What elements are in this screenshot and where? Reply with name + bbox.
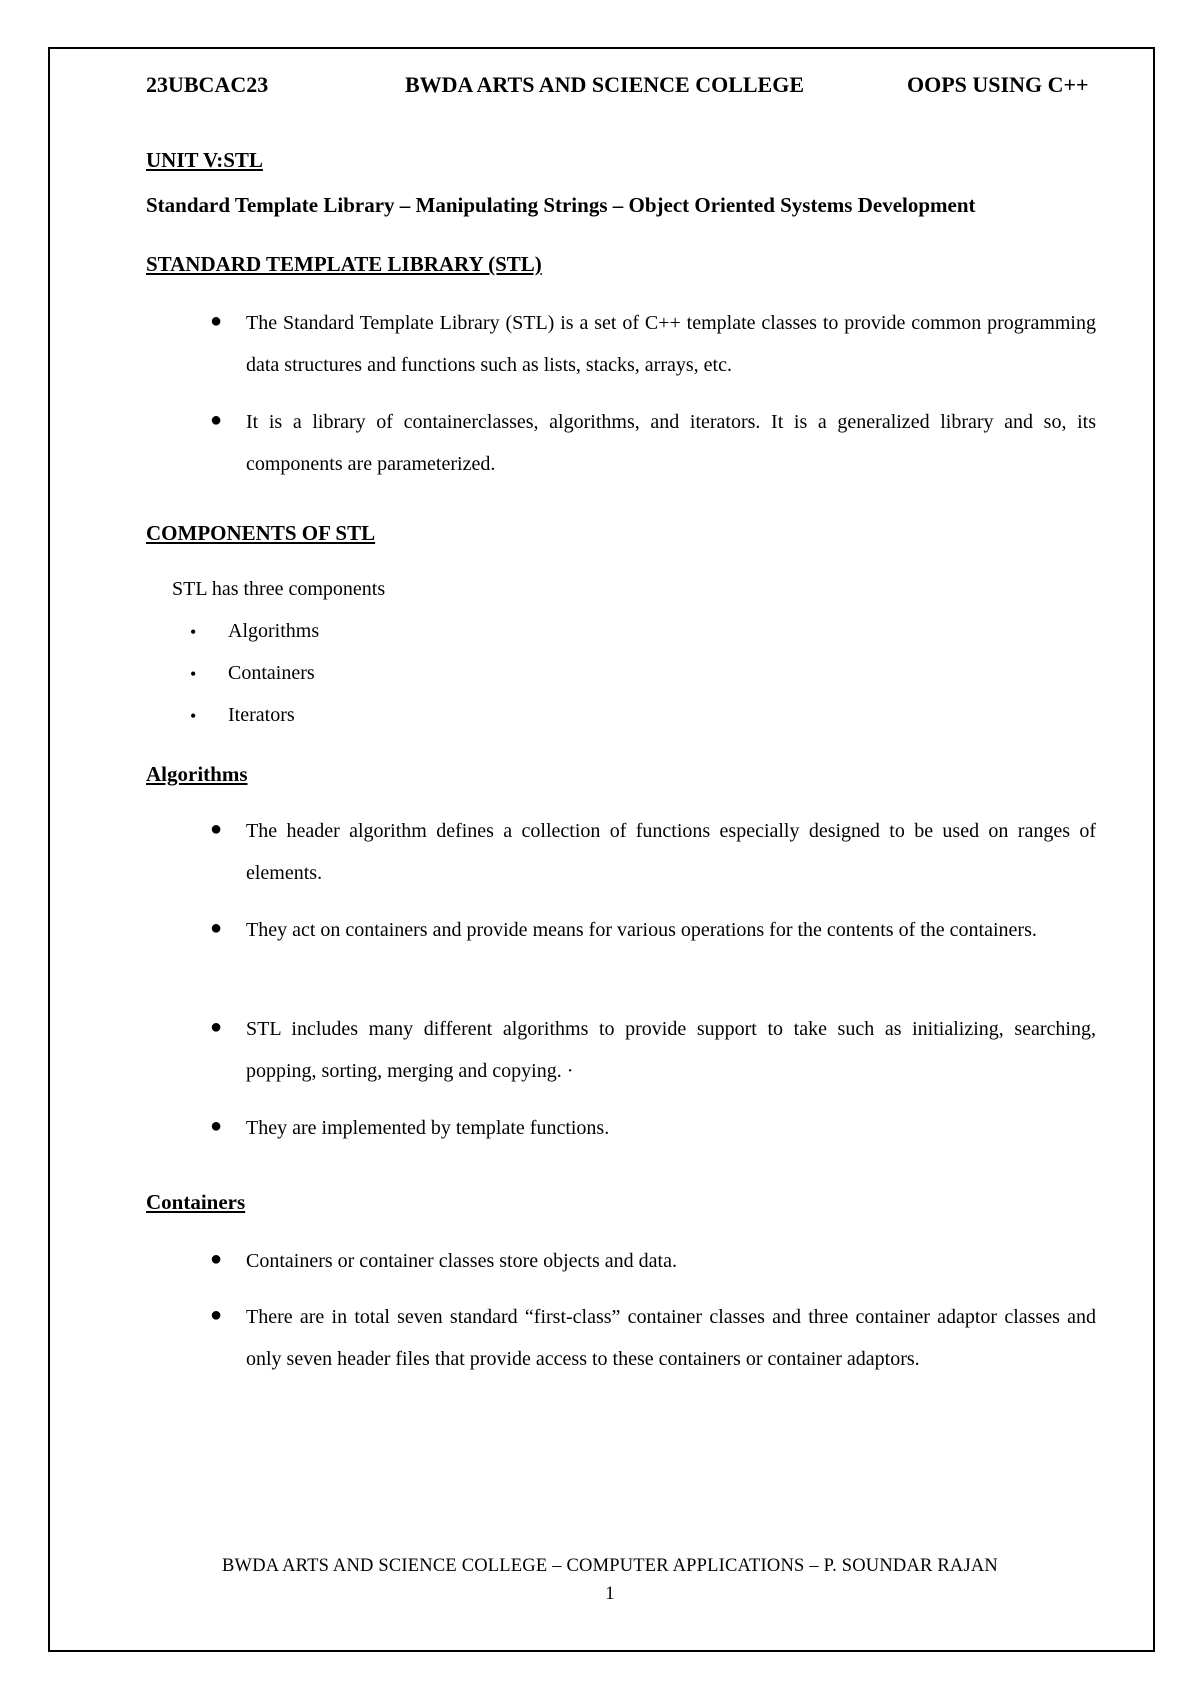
containers-bullet: Containers or container classes store objects and data. (246, 1250, 677, 1272)
stl-bullet: It is a library of containerclasses, algorithms, and iterators. It is a generalized library and so, its components are parameterized. (246, 411, 1096, 475)
bullet-icon: ● (210, 310, 223, 332)
component-item: Algorithms (228, 620, 320, 642)
bullet-icon: ● (210, 818, 223, 840)
bullet-icon: ● (210, 1016, 223, 1038)
unit-title: UNIT V:STL (146, 148, 263, 172)
bullet-icon: ● (210, 409, 223, 431)
algorithms-bullet: STL includes many different algorithms to provide support to take such as initializing, searching, popping, sorting, merging and copying. · (246, 1018, 1096, 1082)
bullet-icon: ● (210, 1248, 223, 1270)
containers-bullet: There are in total seven standard “first-class” container classes and three container adaptor classes and only seven header files that provide access to these containers or container adaptors. (246, 1306, 1096, 1370)
component-item: Iterators (228, 704, 295, 726)
bullet-icon: • (190, 706, 197, 726)
bullet-icon: ● (210, 1115, 223, 1137)
component-item: Containers (228, 662, 315, 684)
components-intro: STL has three components (172, 578, 386, 600)
unit-topics: Standard Template Library – Manipulating Strings – Object Oriented Systems Development (146, 193, 976, 217)
subject-name: OOPS USING C++ (907, 72, 1089, 97)
algorithms-bullet: The header algorithm defines a collection of functions especially designed to be used on ranges of elements. (246, 820, 1096, 884)
containers-heading: Containers (146, 1190, 246, 1214)
college-name: BWDA ARTS AND SCIENCE COLLEGE (405, 72, 804, 97)
algorithms-bullet: They are implemented by template functions. (246, 1117, 610, 1139)
bullet-icon: ● (210, 917, 223, 939)
page-number: 1 (605, 1584, 615, 1604)
stl-bullet: The Standard Template Library (STL) is a set of C++ template classes to provide common programming data structures and functions such as lists, stacks, arrays, etc. (246, 312, 1096, 376)
algorithms-heading: Algorithms (146, 762, 248, 786)
course-code: 23UBCAC23 (146, 72, 269, 97)
bullet-icon: ● (210, 1304, 223, 1326)
bullet-icon: • (190, 664, 197, 684)
footer-text: BWDA ARTS AND SCIENCE COLLEGE – COMPUTER APPLICATIONS – P. SOUNDAR RAJAN (222, 1556, 998, 1576)
components-heading: COMPONENTS OF STL (146, 521, 376, 545)
stl-heading: STANDARD TEMPLATE LIBRARY (STL) (146, 252, 542, 276)
algorithms-bullet: They act on containers and provide means for various operations for the contents of the containers. (246, 919, 1037, 941)
bullet-icon: • (190, 622, 197, 642)
